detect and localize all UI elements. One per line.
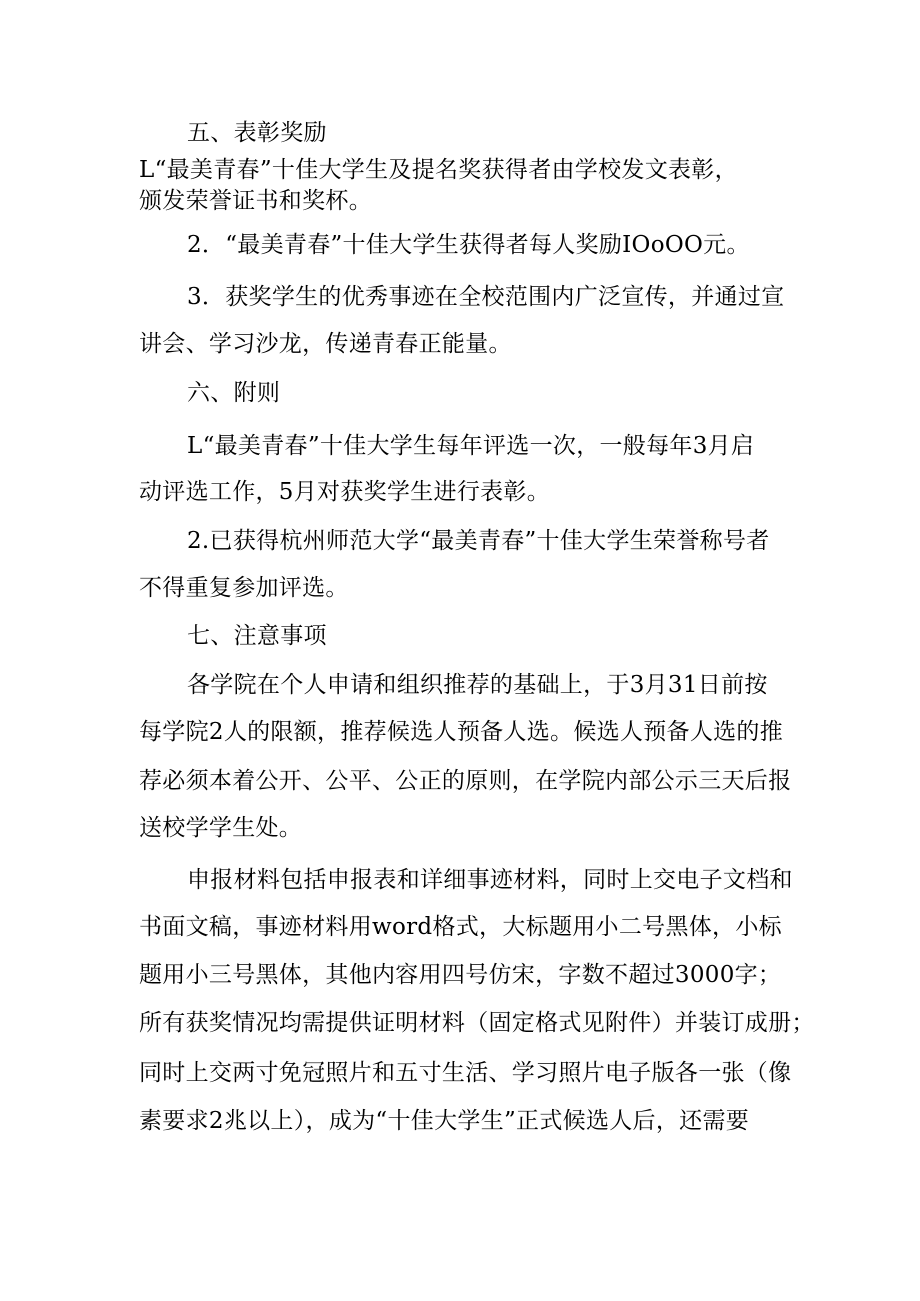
paragraph-line: 所有获奖情况均需提供证明材料（固定格式见附件）并装订成册； [139,1010,815,1036]
paragraph-line: 动评选工作，5月对获奖学生进行表彰。 [139,479,551,505]
paragraph-line: 2.已获得杭州师范大学“最美青春”十佳大学生荣誉称号者 [187,528,770,554]
paragraph-line: L“最美青春”十佳大学生及提名奖获得者由学校发文表彰， [139,157,738,183]
paragraph-line: 不得重复参加评选。 [139,575,349,601]
paragraph-line: 各学院在个人申请和组织推荐的基础上，于3月31日前按 [187,672,768,698]
section-heading-awards: 五、表彰奖励 [187,120,327,146]
paragraph-line: 3．获奖学生的优秀事迹在全校范围内广泛宣传，并通过宣 [187,284,785,310]
paragraph-line: L“最美青春”十佳大学生每年评选一次，一般每年3月启 [187,433,755,459]
paragraph-line: 送校学学生处。 [139,815,303,841]
section-heading-appendix: 六、附则 [187,380,281,406]
paragraph-line: 荐必须本着公开、公平、公正的原则，在学院内部公示三天后报 [139,768,792,794]
paragraph-line: 同时上交两寸免冠照片和五寸生活、学习照片电子版各一张（像 [139,1060,792,1086]
paragraph-line: 题用小三号黑体，其他内容用四号仿宋，字数不超过3000字； [139,962,782,988]
paragraph-line: 颁发荣誉证书和奖杯。 [139,188,372,214]
paragraph-line: 申报材料包括申报表和详细事迹材料，同时上交电子文档和 [187,867,793,893]
paragraph-line: 素要求2兆以上），成为“十佳大学生”正式候选人后，还需要 [139,1108,750,1134]
paragraph-line: 书面文稿，事迹材料用word格式，大标题用小二号黑体，小标 [139,914,782,940]
paragraph-line: 每学院2人的限额，推荐候选人预备人选。候选人预备人选的推 [139,719,784,745]
paragraph-line: 2．“最美青春”十佳大学生获得者每人奖励IOoOO元。 [187,232,750,258]
paragraph-line: 讲会、学习沙龙，传递青春正能量。 [139,331,512,357]
section-heading-notes: 七、注意事项 [187,623,327,649]
